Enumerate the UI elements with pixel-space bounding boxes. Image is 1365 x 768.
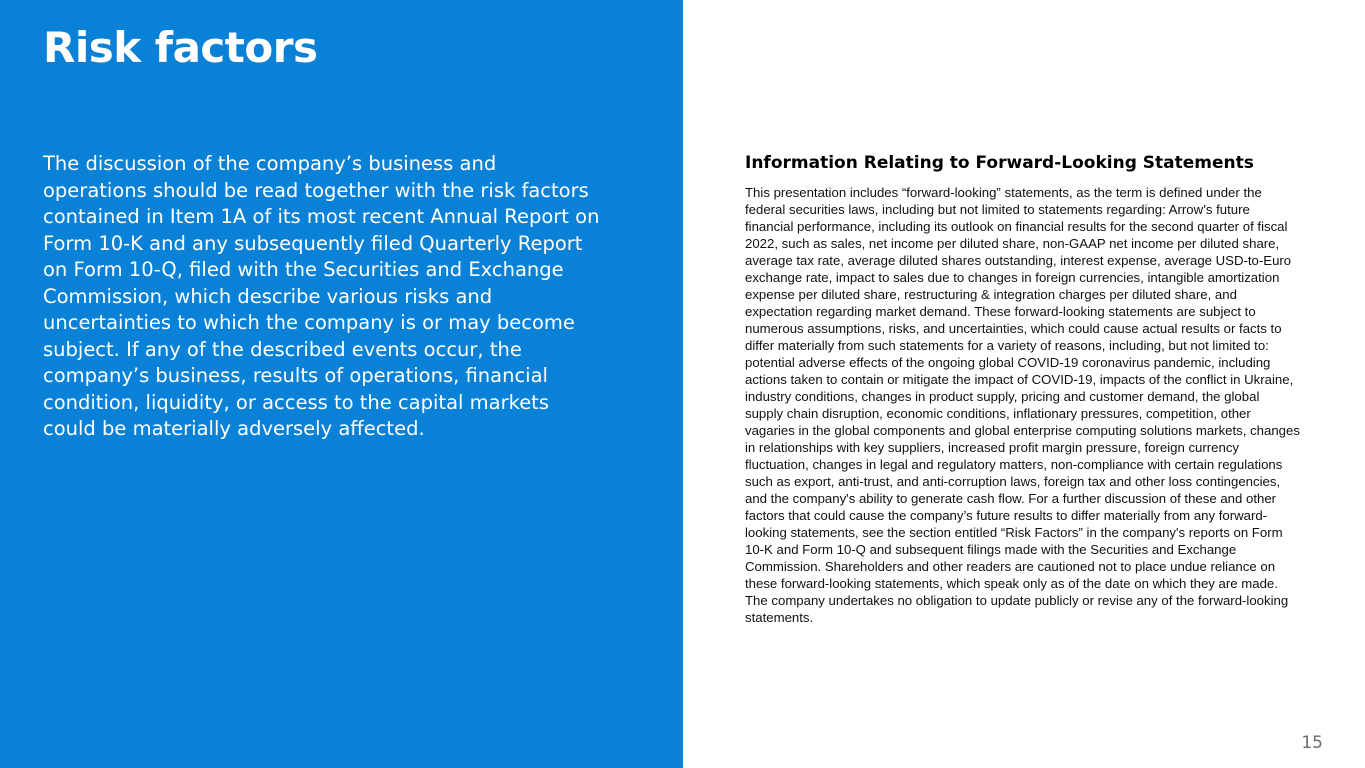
slide-title: Risk factors: [43, 23, 318, 72]
intro-paragraph: The discussion of the company’s business and operations should be read together with the risk factors contained in Item 1A of its most recent Annual Report on Form 10-K and any subsequently filed Quarterly Report on Form 10-Q, filed with the Securities and Exchange Commission, which describe various risks and uncertainties to which the company is or may become subject. If any of the described events occur, the company’s business, results of operations, financial condition, liquidity, or access to the capital markets could be materially adversely affected.: [43, 152, 600, 440]
forward-looking-statements-body: This presentation includes “forward-looking” statements, as the term is defined under the federal securities laws, including but not limited to statements regarding: Arrow’s future financial performance, including its outlook on financial results for the second quarter of fiscal 2022, such as sales, net income per diluted share, non-GAAP net income per diluted share, average tax rate, average diluted shares outstanding, interest expense, average USD-to-Euro exchange rate, impact to sales due to changes in foreign currencies, intangible amortization expense per diluted share, restructuring & integration charges per diluted share, and expectation regarding market demand. These forward-looking statements are subject to numerous assumptions, risks, and uncertainties, which could cause actual results or facts to differ materially from such statements for a variety of reasons, including, but not limited to: potential adverse effects of the ongoing global COVID-19 coronavirus pandemic, including actions taken to contain or mitigate the impact of COVID-19, impacts of the conflict in Ukraine, industry conditions, changes in product supply, pricing and customer demand, the global supply chain disruption, economic conditions, inflationary pressures, competition, other vagaries in the global components and global enterprise computing solutions markets, changes in relationships with key suppliers, increased profit margin pressure, foreign currency fluctuation, changes in legal and regulatory matters, non-compliance with certain regulations such as export, anti-trust, and anti-corruption laws, foreign tax and other loss contingencies, and the company's ability to generate cash flow. For a further discussion of these and other factors that could cause the company’s future results to differ materially from any forward-looking statements, see the section entitled “Risk Factors” in the company's reports on Form 10-K and Form 10-Q and subsequent filings made with the Securities and Exchange Commission. Shareholders and other readers are cautioned not to place undue reliance on these forward-looking statements, which speak only as of the date on which they are made. The company undertakes no obligation to update publicly or revise any of the forward-looking statements.: [745, 185, 1300, 625]
forward-looking-statements-heading: Information Relating to Forward-Looking Statements: [745, 153, 1254, 173]
page-number: 15: [1301, 733, 1323, 753]
